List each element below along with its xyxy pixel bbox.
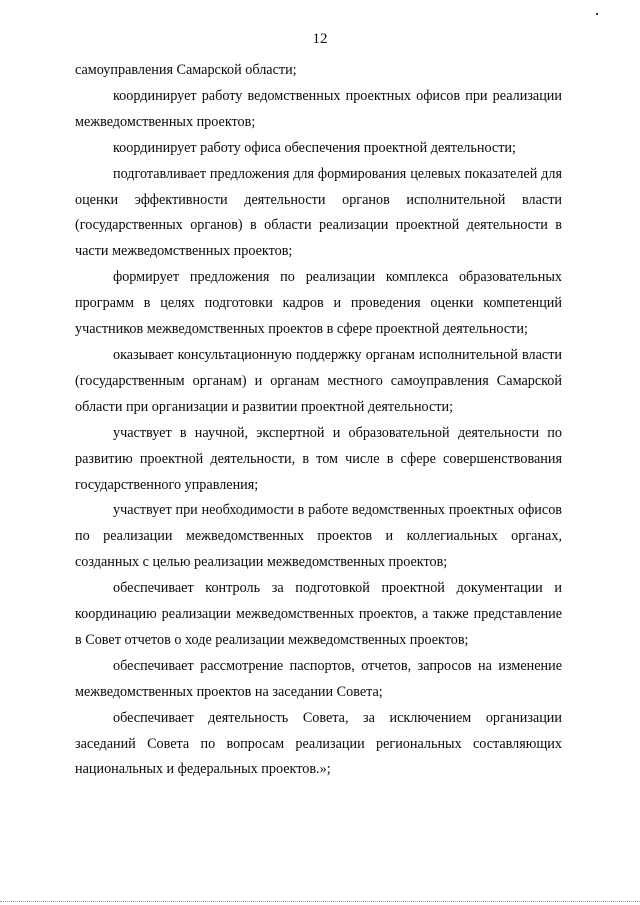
paragraph: оказывает консультационную поддержку органам исполнительной власти (государственным органам) и органам местного самоуправления Самарской области при организации и развитии проектной деятельности; — [75, 346, 562, 415]
paragraph-continuation: самоуправления Самарской области; — [75, 62, 297, 78]
paragraph: обеспечивает контроль за подготовкой проектной документации и координацию реализации межведомственных проектов, а также представление в Совет отчетов о ходе реализации межведомственных проектов; — [75, 580, 562, 648]
paragraph: координирует работу офиса обеспечения проектной деятельности; — [113, 139, 516, 156]
page-number: 12 — [312, 31, 328, 47]
scan-mark — [596, 13, 598, 15]
paragraph: подготавливает предложения для формирования целевых показателей для оценки эффективности деятельности органов исполнительной власти (государственных органов) в области реализации проектной деятельности в части межведомственных проектов; — [75, 165, 562, 260]
paragraph: координирует работу ведомственных проектных офисов при реализации межведомственных проектов; — [75, 87, 562, 130]
paragraph: участвует в научной, экспертной и образовательной деятельности по развитию проектной деятельности, в том числе в сфере совершенствования государственного управления; — [75, 424, 562, 493]
paragraph: обеспечивает рассмотрение паспортов, отчетов, запросов на изменение межведомственных проектов на заседании Совета; — [75, 657, 562, 700]
paragraph: участвует при необходимости в работе ведомственных проектных офисов по реализации межведомственных проектов и коллегиальных органах, созданных с целью реализации межведомственных проектов; — [75, 502, 562, 571]
document-body — [75, 58, 562, 783]
paragraph: обеспечивает деятельность Совета, за исключением организации заседаний Совета по вопросам реализации региональных составляющих национальных и федеральных проектов.»; — [75, 709, 562, 778]
scan-bottom-edge — [0, 901, 640, 902]
paragraph: формирует предложения по реализации комплекса образовательных программ в целях подготовки кадров и проведения оценки компетенций участников межведомственных проектов в сфере проектной деятельности; — [75, 269, 562, 338]
